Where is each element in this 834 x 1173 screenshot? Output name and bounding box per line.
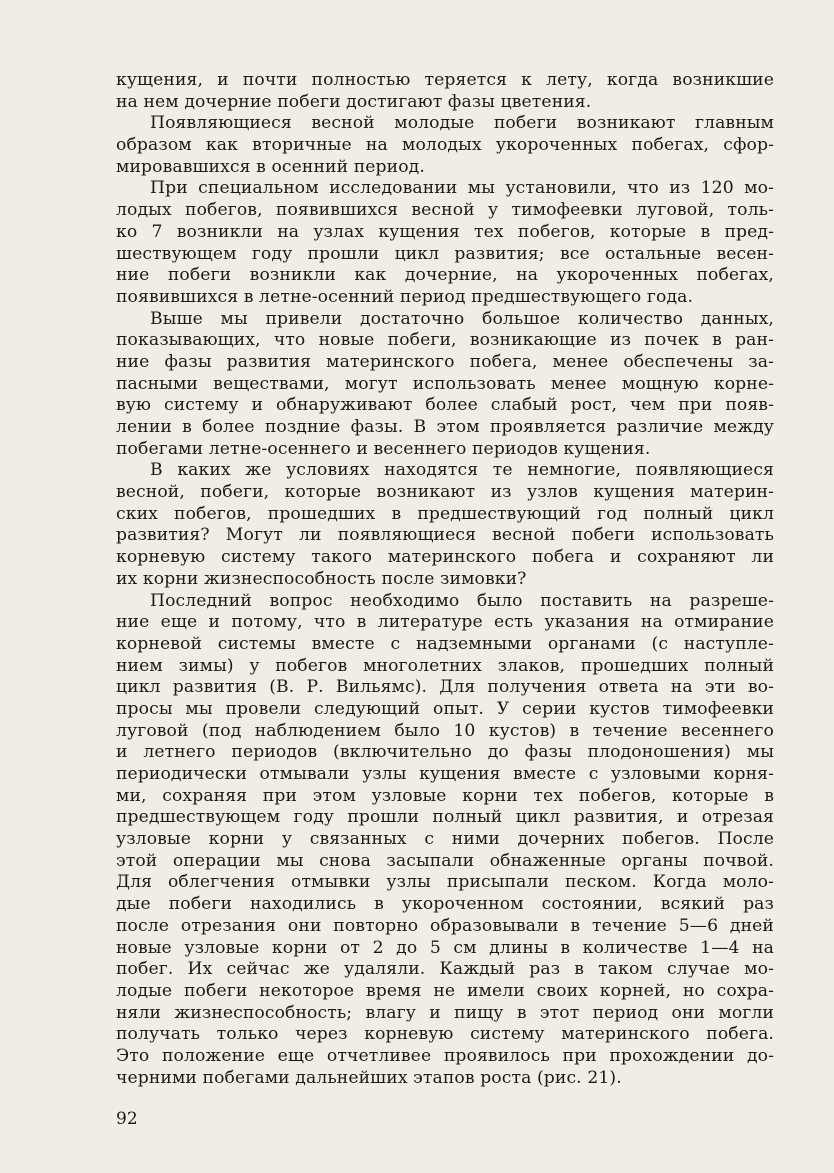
text-line: и летнего периодов (включительно до фазы плодоношения) мы <box>116 742 774 763</box>
text-line: нием зимы) у побегов многолетних злаков, прошедших полный <box>116 655 774 676</box>
text-line: ских побегов, прошедших в предшествующий год полный цикл <box>116 503 774 524</box>
text-line: ние еще и потому, что в литературе есть указания на отмирание <box>116 612 774 633</box>
page-number: 92 <box>116 1109 138 1129</box>
text-line: их корни жизнеспособность после зимовки? <box>116 568 527 589</box>
text-line: появившихся в летне-осенний период предшествующего года. <box>116 286 694 307</box>
text-line: предшествующем году прошли полный цикл развития, и отрезая <box>116 807 774 828</box>
text-line: вую систему и обнаруживают более слабый рост, чем при появ- <box>116 395 774 416</box>
text-line: просы мы провели следующий опыт. У серии кустов тимофеевки <box>116 698 774 719</box>
text-line: после отрезания они повторно образовывали в течение 5—6 дней <box>116 915 774 936</box>
text-line: Последний вопрос необходимо было поставить на разреше- <box>150 590 774 611</box>
text-line: цикл развития (В. Р. Вильямс). Для получения ответа на эти во- <box>116 677 774 698</box>
text-line: узловые корни у связанных с ними дочерних побегов. После <box>116 829 774 850</box>
text-line: Появляющиеся весной молодые побеги возникают главным <box>150 113 774 134</box>
text-line: В каких же условиях находятся те немногие, появляющиеся <box>150 460 774 481</box>
text-line: лодые побеги некоторое время не имели своих корней, но сохра- <box>116 980 774 1001</box>
text-line: показывающих, что новые побеги, возникающие из почек в ран- <box>116 330 774 351</box>
text-line: ми, сохраняя при этом узловые корни тех побегов, которые в <box>116 785 774 806</box>
text-line: на нем дочерние побеги достигают фазы цветения. <box>116 91 592 112</box>
text-line: периодически отмывали узлы кущения вместе с узловыми корня- <box>116 764 774 784</box>
text-line: ние фазы развития материнского побега, менее обеспечены за- <box>116 351 774 372</box>
text-line: мировавшихся в осенний период. <box>116 156 425 177</box>
text-line: новые узловые корни от 2 до 5 см длины в количестве 1—4 на <box>116 937 774 958</box>
text-line: ние побеги возникли как дочерние, на укороченных побегах, <box>116 265 774 286</box>
text-line: При специальном исследовании мы установили, что из 120 мо- <box>150 178 774 199</box>
text-line: весной, побеги, которые возникают из узлов кущения материн- <box>116 482 774 503</box>
text-line: кущения, и почти полностью теряется к лету, когда возникшие <box>116 70 774 90</box>
text-line: побег. Их сейчас же удаляли. Каждый раз в таком случае мо- <box>116 959 774 980</box>
body-text <box>116 70 774 1089</box>
text-line: образом как вторичные на молодых укороченных побегах, сфор- <box>116 135 774 156</box>
text-line: черними побегами дальнейших этапов роста (рис. 21). <box>116 1067 622 1088</box>
text-line: лении в более поздние фазы. В этом проявляется различие между <box>116 417 774 437</box>
text-line: Это положение еще отчетливее проявилось при прохождении до- <box>116 1045 774 1066</box>
text-line: побегами летне-осеннего и весеннего периодов кущения. <box>116 438 651 459</box>
text-line: няли жизнеспособность; влагу и пищу в этот период они могли <box>116 1002 774 1023</box>
text-line: Выше мы привели достаточно большое количество данных, <box>150 308 774 329</box>
text-line: развития? Могут ли появляющиеся весной побеги использовать <box>116 525 774 546</box>
text-line: корневой системы вместе с надземными органами (с наступле- <box>116 633 774 654</box>
text-line: получать только через корневую систему материнского побега. <box>116 1024 774 1045</box>
text-line: шествующем году прошли цикл развития; все остальные весен- <box>116 243 774 264</box>
text-line: дые побеги находились в укороченном состоянии, всякий раз <box>116 894 774 915</box>
text-line: ко 7 возникли на узлах кущения тех побегов, которые в пред- <box>116 221 774 242</box>
text-line: лодых побегов, появившихся весной у тимофеевки луговой, толь- <box>116 200 774 221</box>
text-line: луговой (под наблюдением было 10 кустов) в течение весеннего <box>116 720 774 741</box>
text-line: Для облегчения отмывки узлы присыпали песком. Когда моло- <box>116 872 774 893</box>
text-line: корневую систему такого материнского побега и сохраняют ли <box>116 547 774 568</box>
text-line: этой операции мы снова засыпали обнаженные органы почвой. <box>116 850 774 871</box>
text-line: пасными веществами, могут использовать менее мощную корне- <box>116 373 774 394</box>
